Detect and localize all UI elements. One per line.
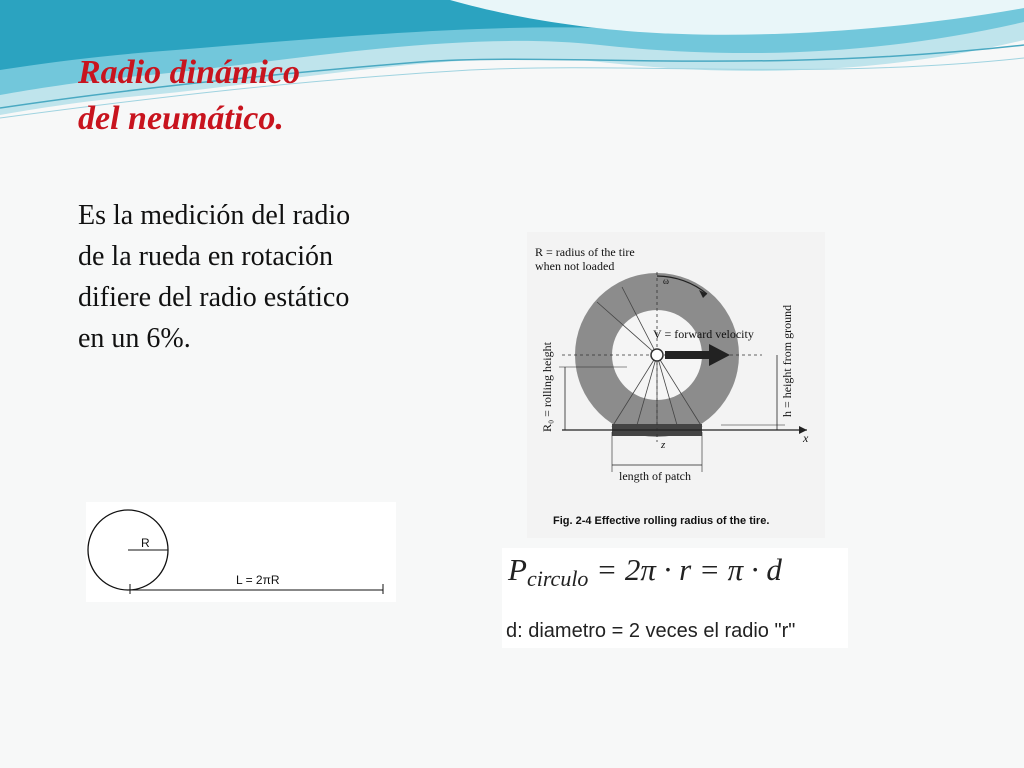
title-line-1: Radio dinámico [78, 54, 300, 91]
tire-rolling-radius-figure [527, 232, 825, 538]
circumference-svg [86, 502, 396, 602]
label-patch-length: length of patch [619, 469, 691, 483]
label-not-loaded: when not loaded [535, 259, 615, 273]
circumference-formula [508, 552, 782, 591]
body-paragraph: Es la medición del radio de la rueda en rotación difiere del radio estático en un 6%. [78, 200, 351, 354]
formula-subscript: circulo [526, 566, 589, 591]
label-rolling-height: R₀ = rolling height [540, 342, 554, 432]
formula-note: d: diametro = 2 veces el radio "r" [506, 620, 796, 642]
slide-title [78, 50, 398, 142]
label-velocity: V = forward velocity [653, 327, 754, 341]
radius-label: R [141, 536, 150, 550]
label-omega: ω [663, 276, 669, 286]
label-x: x [803, 431, 809, 445]
formula-lhs: P [508, 552, 527, 587]
circumference-figure [86, 502, 396, 602]
label-radius: R = radius of the tire [535, 245, 635, 259]
label-z: z [661, 439, 666, 451]
figure-caption: Fig. 2-4 Effective rolling radius of the tire. [553, 515, 770, 527]
formula-rhs: = 2π · r = π · d [588, 552, 782, 587]
formula-panel [502, 548, 848, 648]
axle-icon [651, 349, 663, 361]
title-line-2: del neumático. [78, 100, 284, 137]
label-height-ground: h = height from ground [780, 304, 794, 417]
length-label: L = 2πR [236, 573, 280, 587]
tire-diagram-svg [527, 232, 825, 538]
